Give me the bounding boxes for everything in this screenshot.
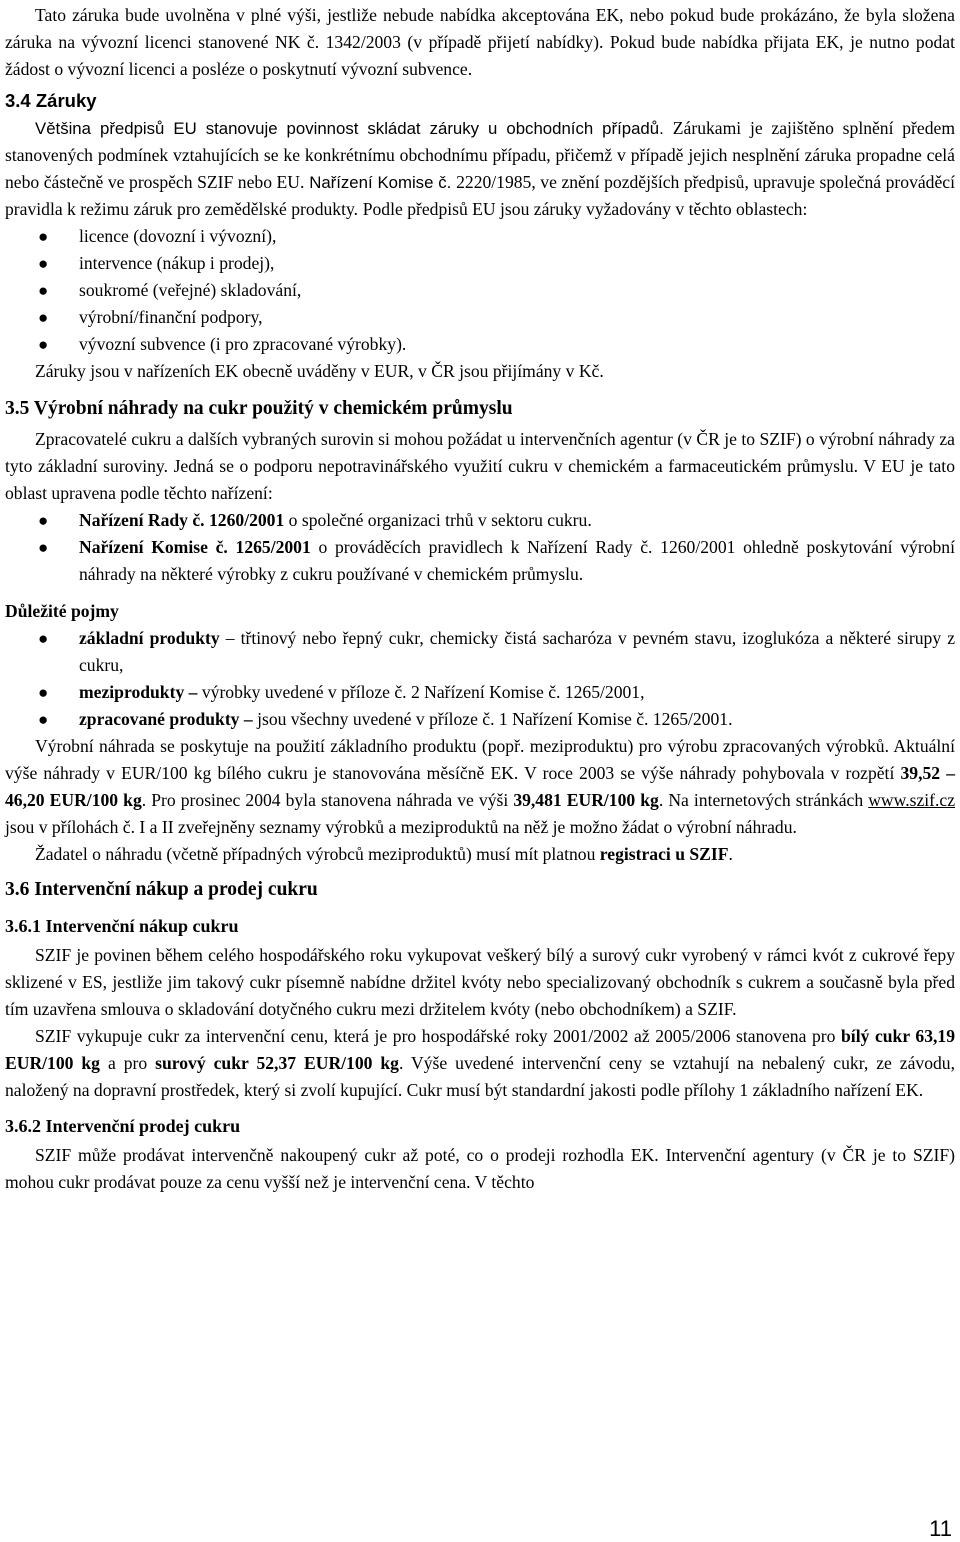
section-3-5-title: 3.5 Výrobní náhrady na cukr použitý v chemickém průmyslu [5,398,513,419]
list-item: ● intervence (nákup i prodej), [5,250,955,277]
bullet-icon: ● [38,710,49,729]
bullet-icon: ● [38,683,49,702]
intro-paragraph: Tato záruka bude uvolněna v plné výši, jestliže nebude nabídka akceptována EK, nebo pokud bude prokázáno, že byla složena záruka na vývozní licenci stanovené NK č. 1342/2003 (v případě přijetí nabídky). Pokud bude nabídka přijata EK, je nutno podat žádost o vývozní licenci a posléze o poskytnutí vývozní subvence. [5,5,955,79]
page-number: 11 [929,1516,952,1541]
intervention-sale-paragraph: SZIF může prodávat intervenčně nakoupený cukr až poté, co o prodeji rozhodla EK. Intervenční agentury (v ČR je to SZIF) mohou cukr prodávat pouze za cenu vyšší než je intervenční cena. V těchto [5,1145,955,1192]
bullet-icon: ● [38,281,49,300]
bullet-icon: ● [38,308,49,327]
regulations-list [5,507,955,588]
intervention-price-paragraph: SZIF vykupuje cukr za intervenční cenu, která je pro hospodářské roky 2001/2002 až 2005/2006 stanovena pro bílý cukr 63,19 EUR/100 kg a pro surový cukr 52,37 EUR/100 kg. Výše uvedené intervenční ceny se vztahují na nebalený cukr, ze závodu, naložený na dopravní prostředek, který si zvolí kupující. Cukr musí být standardní jakosti podle přílohy 1 základního nařízení EK. [5,1026,955,1100]
bullet-icon: ● [38,227,49,246]
list-item: ● soukromé (veřejné) skladování, [5,277,955,304]
list-item: ● Nařízení Komise č. 1265/2001 o prováděcích pravidlech k Nařízení Rady č. 1260/2001 ohledně poskytování výrobní náhrady na některé výrobky z cukru používané v chemickém průmyslu. [5,534,955,588]
section-3-4-paragraph: Většina předpisů EU stanovuje povinnost skládat záruky u obchodních případů. Zárukami je zajištěno splnění předem stanovených podmínek vztahujících se ke konkrétnímu obchodnímu případu, přičemž v případě jejich nesplnění záruka propadne celá nebo částečně ve prospěch SZIF nebo EU. Nařízení Komise č. 2220/1985, ve znění pozdějších předpisů, upravuje společná prováděcí pravidla k režimu záruk pro zemědělské produkty. Podle předpisů EU jsou záruky vyžadovány v těchto oblastech: [5,118,956,219]
section-3-6-1-title: 3.6.1 Intervenční nákup cukru [5,916,239,936]
refund-paragraph: Výrobní náhrada se poskytuje na použití základního produktu (popř. meziproduktu) pro výrobu zpracovaných výrobků. Aktuální výše náhrady v EUR/100 kg bílého cukru je stanovována měsíčně EK. V roce 2003 se výše náhrady pohybovala v rozpětí 39,52 – 46,20 EUR/100 kg. Pro prosinec 2004 byla stanovena náhrada ve výši 39,481 EUR/100 kg. Na internetových stránkách www.szif.cz jsou v přílohách č. I a II zveřejněny seznamy výrobků a meziproduktů na něž je možno žádat o výrobní náhradu. [5,736,956,837]
registration-paragraph: Žadatel o náhradu (včetně případných výrobců meziproduktů) musí mít platnou registraci u SZIF. [35,844,733,864]
terms-list [5,625,955,733]
list-item: ● licence (dovozní i vývozní), [5,223,955,250]
section-3-5-paragraph: Zpracovatelé cukru a dalších vybraných surovin si mohou požádat u intervenčních agentur (v ČR je to SZIF) o výrobní náhrady za tyto základní suroviny. Jedná se o podporu nepotravinářského využití cukru v chemickém a farmaceutickém průmyslu. V EU je tato oblast upravena podle těchto nařízení: [5,429,955,503]
list-item: ● základní produkty – třtinový nebo řepný cukr, chemicky čistá sacharóza v pevném stavu, izoglukóza a některé sirupy z cukru, [5,625,955,679]
list-item: ● výrobní/finanční podpory, [5,304,955,331]
list-item: ● vývozní subvence (i pro zpracované výrobky). [5,331,955,358]
section-3-4-closing: Záruky jsou v nařízeních EK obecně uváděny v EUR, v ČR jsou přijímány v Kč. [35,361,604,381]
section-3-4-title: 3.4 Záruky [5,90,97,111]
list-item: ● zpracované produkty – jsou všechny uvedené v příloze č. 1 Nařízení Komise č. 1265/2001. [5,706,955,733]
guarantee-areas-list [5,223,955,358]
bullet-icon: ● [38,511,49,530]
list-item: ● Nařízení Rady č. 1260/2001 o společné organizaci trhů v sektoru cukru. [5,507,955,534]
important-terms-title: Důležité pojmy [5,601,119,621]
bullet-icon: ● [38,629,49,648]
bullet-icon: ● [38,335,49,354]
document-page [5,2,955,1196]
intervention-purchase-paragraph: SZIF je povinen během celého hospodářského roku vykupovat veškerý bílý a surový cukr vyrobený v rámci kvót z cukrové řepy sklizené v ES, jestliže jim takový cukr písemně nabídne držitel kvóty nebo specializovaný obchodník s cukrem a současně byla před tím uzavřena smlouva o skladování dotyčného cukru mezi držitelem kvóty (nebo obchodníkem) a SZIF. [5,945,955,1019]
section-3-6-title: 3.6 Intervenční nákup a prodej cukru [5,879,318,900]
szif-link[interactable]: www.szif.cz [868,790,956,810]
section-3-6-2-title: 3.6.2 Intervenční prodej cukru [5,1116,241,1136]
bullet-icon: ● [38,254,49,273]
list-item: ● meziprodukty – výrobky uvedené v příloze č. 2 Nařízení Komise č. 1265/2001, [5,679,955,706]
bullet-icon: ● [38,538,49,557]
